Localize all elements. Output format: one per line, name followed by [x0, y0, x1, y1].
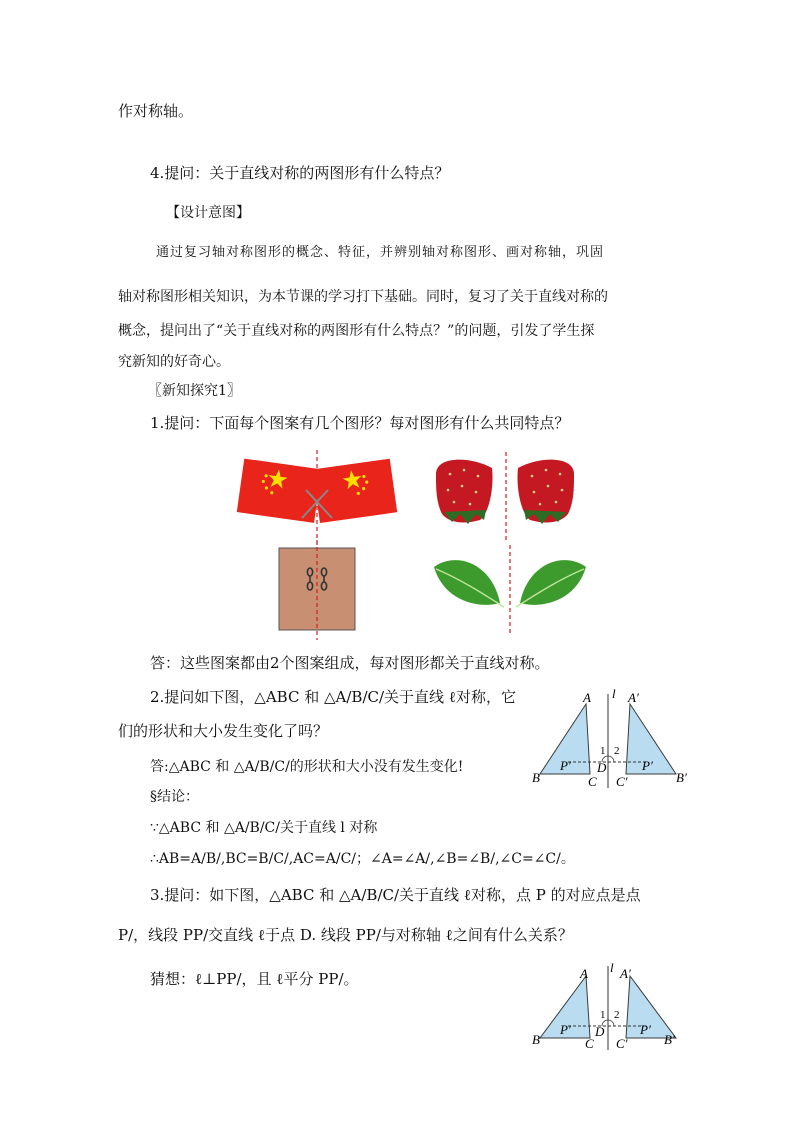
answer-1: 答：这些图案都由2个图案组成，每对图形都关于直线对称。 — [150, 654, 550, 672]
label-a: A — [580, 966, 588, 981]
label-p-prime: P′ — [642, 758, 653, 773]
question-2-line-2: 们的形状和大小发生变化了吗？ — [118, 722, 329, 740]
intro-continued-line: 作对称轴。 — [118, 102, 194, 120]
question-1: 1.提问：下面每个图案有几个图形？每对图形有什么共同特点？ — [150, 414, 570, 432]
flags-pair-figure — [236, 450, 396, 550]
design-heading: 【设计意图】 — [166, 205, 250, 221]
strawberries-pair-figure — [430, 452, 580, 542]
label-angle-2: 2 — [614, 745, 620, 757]
explore-heading: 〖新知探究1〗 — [148, 383, 241, 399]
design-line-1: 通过复习轴对称图形的概念、特征，并辨别轴对称图形、画对称轴，巩固 — [156, 245, 605, 260]
triangle-abc-prime — [626, 976, 676, 1038]
label-p: P′ — [560, 1022, 571, 1037]
label-angle-1: 1 — [600, 1009, 606, 1021]
label-b-prime: B′ — [676, 770, 687, 785]
design-line-2: 轴对称图形相关知识，为本节课的学习打下基础。同时，复习了关于直线对称的 — [118, 289, 608, 305]
label-b: B — [532, 770, 540, 785]
box-pair-figure — [275, 540, 365, 640]
label-c-prime: C′ — [616, 774, 628, 789]
label-d: D — [597, 760, 607, 775]
label-a: A — [583, 690, 591, 705]
question-4: 4.提问：关于直线对称的两图形有什么特点？ — [150, 164, 450, 182]
design-line-4: 究新知的好奇心。 — [118, 354, 230, 370]
symmetric-triangles-diagram-1 — [530, 686, 690, 790]
design-line-3: 概念，提问出了“关于直线对称的两图形有什么特点？”的问题，引发了学生探 — [118, 323, 595, 339]
label-a-prime: A′ — [620, 966, 631, 981]
label-angle-1: 1 — [600, 745, 606, 757]
label-c-prime: C′ — [616, 1036, 628, 1051]
question-3-line-1: 3.提问：如下图，△ABC 和 △A/B/C/关于直线 ℓ对称，点 P 的对应点是点 — [150, 886, 641, 904]
label-b-prime: B′ — [664, 1032, 675, 1047]
because-statement: ∵△ABC 和 △A/B/C/关于直线 l 对称 — [150, 820, 378, 836]
leaves-pair-figure — [430, 545, 590, 635]
symmetric-triangles-diagram-2 — [530, 962, 690, 1052]
flag-right — [312, 459, 397, 523]
label-p: P′ — [560, 758, 571, 773]
label-l: l — [612, 686, 616, 701]
therefore-statement: ∴AB=A/B/,BC=B/C/,AC=A/C/；∠A=∠A/,∠B=∠B/,∠C=∠C/。 — [150, 851, 575, 867]
label-c: C — [585, 1036, 594, 1051]
label-p-prime: P′ — [640, 1022, 651, 1037]
label-b: B — [532, 1032, 540, 1047]
flag-left — [237, 459, 322, 523]
guess-statement: 猜想：ℓ⊥PP/，且 ℓ平分 PP/。 — [150, 970, 359, 988]
conclusion-label: §结论： — [150, 789, 199, 805]
label-a-prime: A′ — [628, 690, 639, 705]
label-c: C — [588, 774, 597, 789]
question-3-line-2: P/，线段 PP/交直线 ℓ于点 D. 线段 PP/与对称轴 ℓ之间有什么关系？ — [118, 926, 573, 944]
label-l: l — [610, 960, 614, 975]
label-angle-2: 2 — [614, 1009, 620, 1021]
label-d: D — [595, 1024, 605, 1039]
answer-2: 答:△ABC 和 △A/B/C/的形状和大小没有发生变化! — [150, 759, 464, 775]
question-2-line-1: 2.提问如下图，△ABC 和 △A/B/C/关于直线 ℓ对称，它 — [150, 688, 516, 706]
